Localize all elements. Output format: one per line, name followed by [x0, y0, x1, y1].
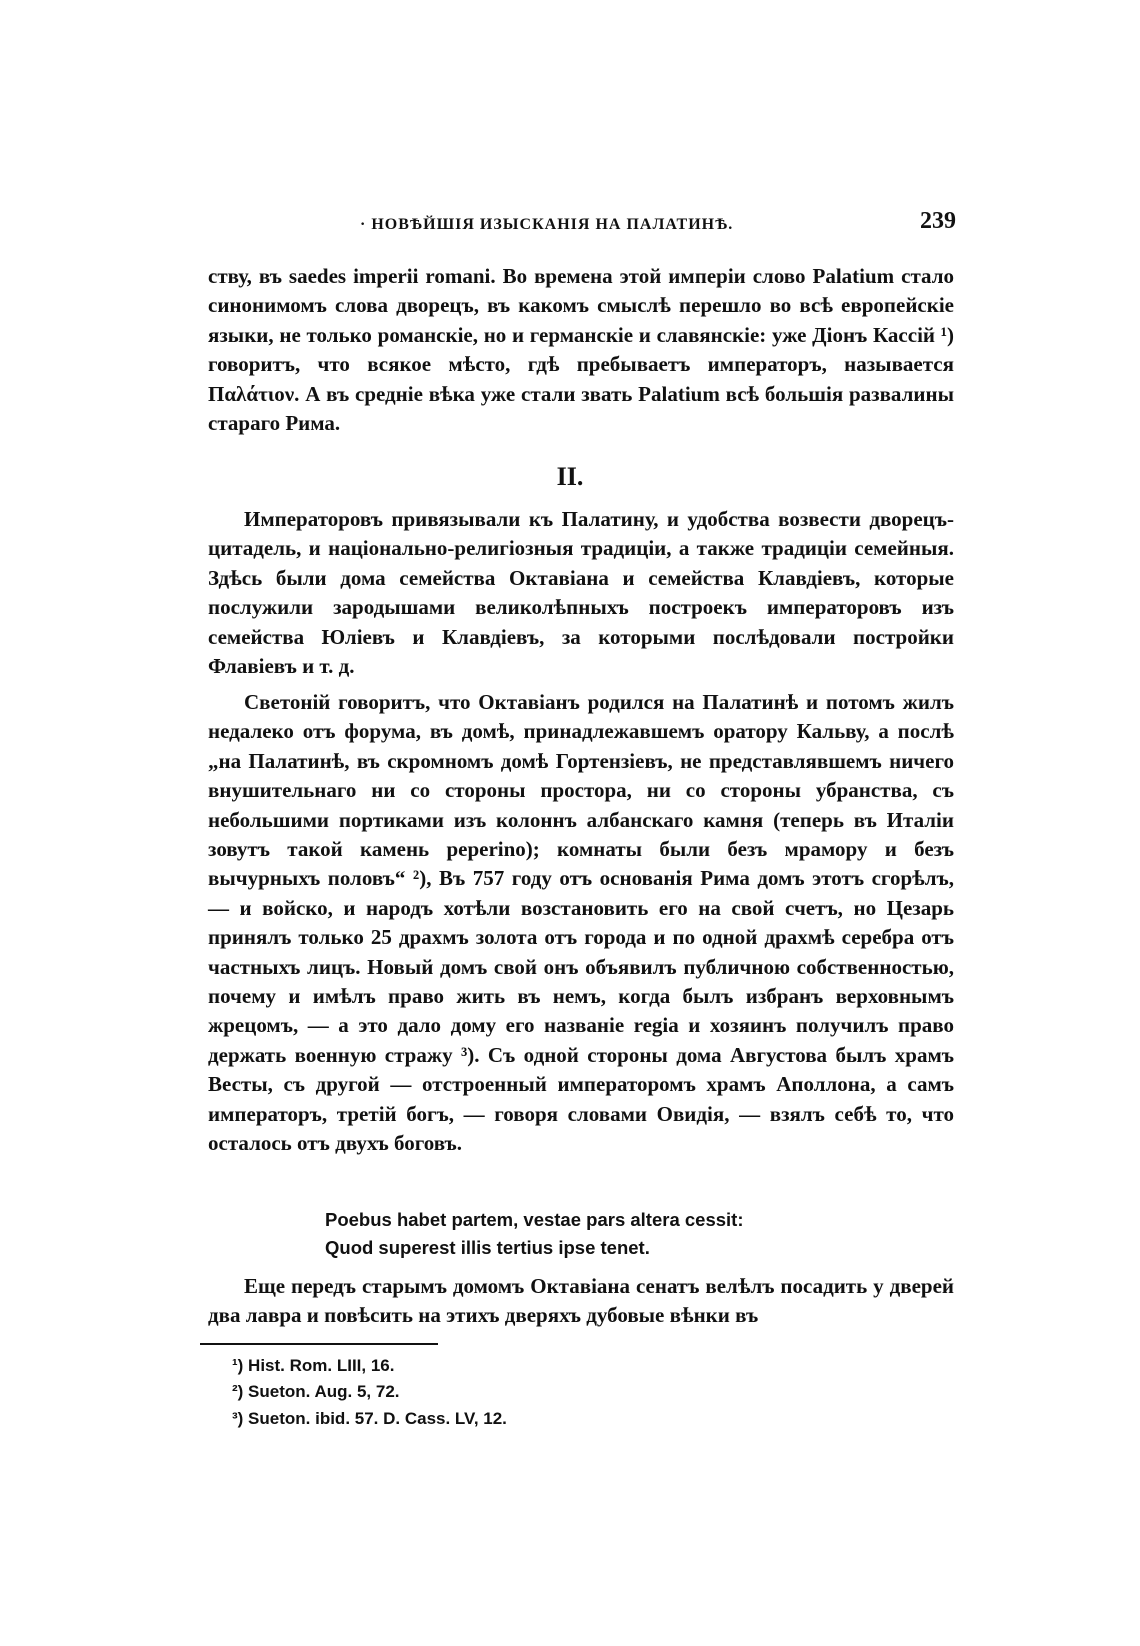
- footnote-1: ¹) Hist. Rom. LIII, 16.: [232, 1356, 395, 1375]
- paragraph-continuation: ству, въ saedes imperii romani. Во времена этой имперіи слово Palatium стало синонимомъ слова дворецъ, въ какомъ смыслѣ перешло во всѣ европейскіе языки, не только романскіе, но и германскіе и славянскіе: уже Діонъ Кассій ¹) говоритъ, что всякое мѣсто, гдѣ пребываетъ императоръ, называется Παλάτιον. А въ средніе вѣка уже стали звать Palatium всѣ большія развалины стараго Рима.: [208, 264, 954, 436]
- paragraph-text: Светоній говоритъ, что Октавіанъ родился на Палатинѣ и потомъ жилъ недалеко отъ форума, въ домѣ, принадлежавшемъ оратору Кальву, а послѣ „на Палатинѣ, въ скромномъ домѣ Гортензіевъ, не представлявшемъ ничего внушительнаго ни со стороны простора, ни со стороны убранства, съ небольшими портиками изъ колоннъ албанскаго камня (теперь въ Италіи зовутъ такой камень peperino); комнаты были безъ мрамору и безъ вычурныхъ половъ“ ²), Въ 757 году отъ основанія Рима домъ этотъ сгорѣлъ, — и войско, и народъ хотѣли возстановить его на свой счетъ, но Цезарь принялъ только 25 драхмъ золота отъ города и по одной драхмѣ серебра отъ частныхъ лицъ. Новый домъ свой онъ объявилъ публичною собственностью, почему и имѣлъ право жить въ немъ, когда былъ избранъ верховнымъ жрецомъ, — а это дало дому его названіе regia и хозяинъ получилъ право держать военную стражу ³). Съ одной стороны дома Августова былъ храмъ Весты, съ другой — отстроенный императоромъ храмъ Аполлона, а самъ императоръ, третій богъ, — говоря словами Овидія, — взялъ себѣ то, что осталось отъ двухъ боговъ.: [208, 690, 954, 1156]
- verse-line-1: Poebus habet partem, vestae pars altera cessit:: [325, 1209, 744, 1230]
- footnote-divider: [200, 1343, 438, 1345]
- footnote-3: ³) Sueton. ibid. 57. D. Cass. LV, 12.: [232, 1409, 507, 1428]
- paragraph-text: Еще передъ старымъ домомъ Октавіана сенатъ велѣлъ посадить у дверей два лавра и повѣсить на этихъ дверяхъ дубовые вѣнки въ: [208, 1274, 954, 1328]
- paragraph-suetonius: [208, 688, 954, 1159]
- running-title: · НОВѢЙШІЯ ИЗЫСКАНІЯ НА ПАЛАТИНѢ.: [360, 216, 734, 233]
- paragraph-text: Императоровъ привязывали къ Палатину, и удобства возвести дворецъ-цитадель, и національно-религіозныя традиціи, а также традиціи семейныя. Здѣсь были дома семейства Октавіана и семейства Клавдіевъ, которые послужили зародышами великолѣпныхъ построекъ императоровъ изъ семейства Юліевъ и Клавдіевъ, за которыми послѣдовали постройки Флавіевъ и т. д.: [208, 507, 954, 679]
- footnote-2: ²) Sueton. Aug. 5, 72.: [232, 1382, 400, 1401]
- paragraph-laurels: [208, 1272, 954, 1331]
- paragraph-emperors-palatine: [208, 505, 954, 681]
- section-heading: II.: [556, 462, 584, 491]
- page-header: [210, 208, 956, 244]
- verse-line-2: Quod superest illis tertius ipse tenet.: [325, 1237, 650, 1258]
- page-number: 239: [920, 208, 956, 234]
